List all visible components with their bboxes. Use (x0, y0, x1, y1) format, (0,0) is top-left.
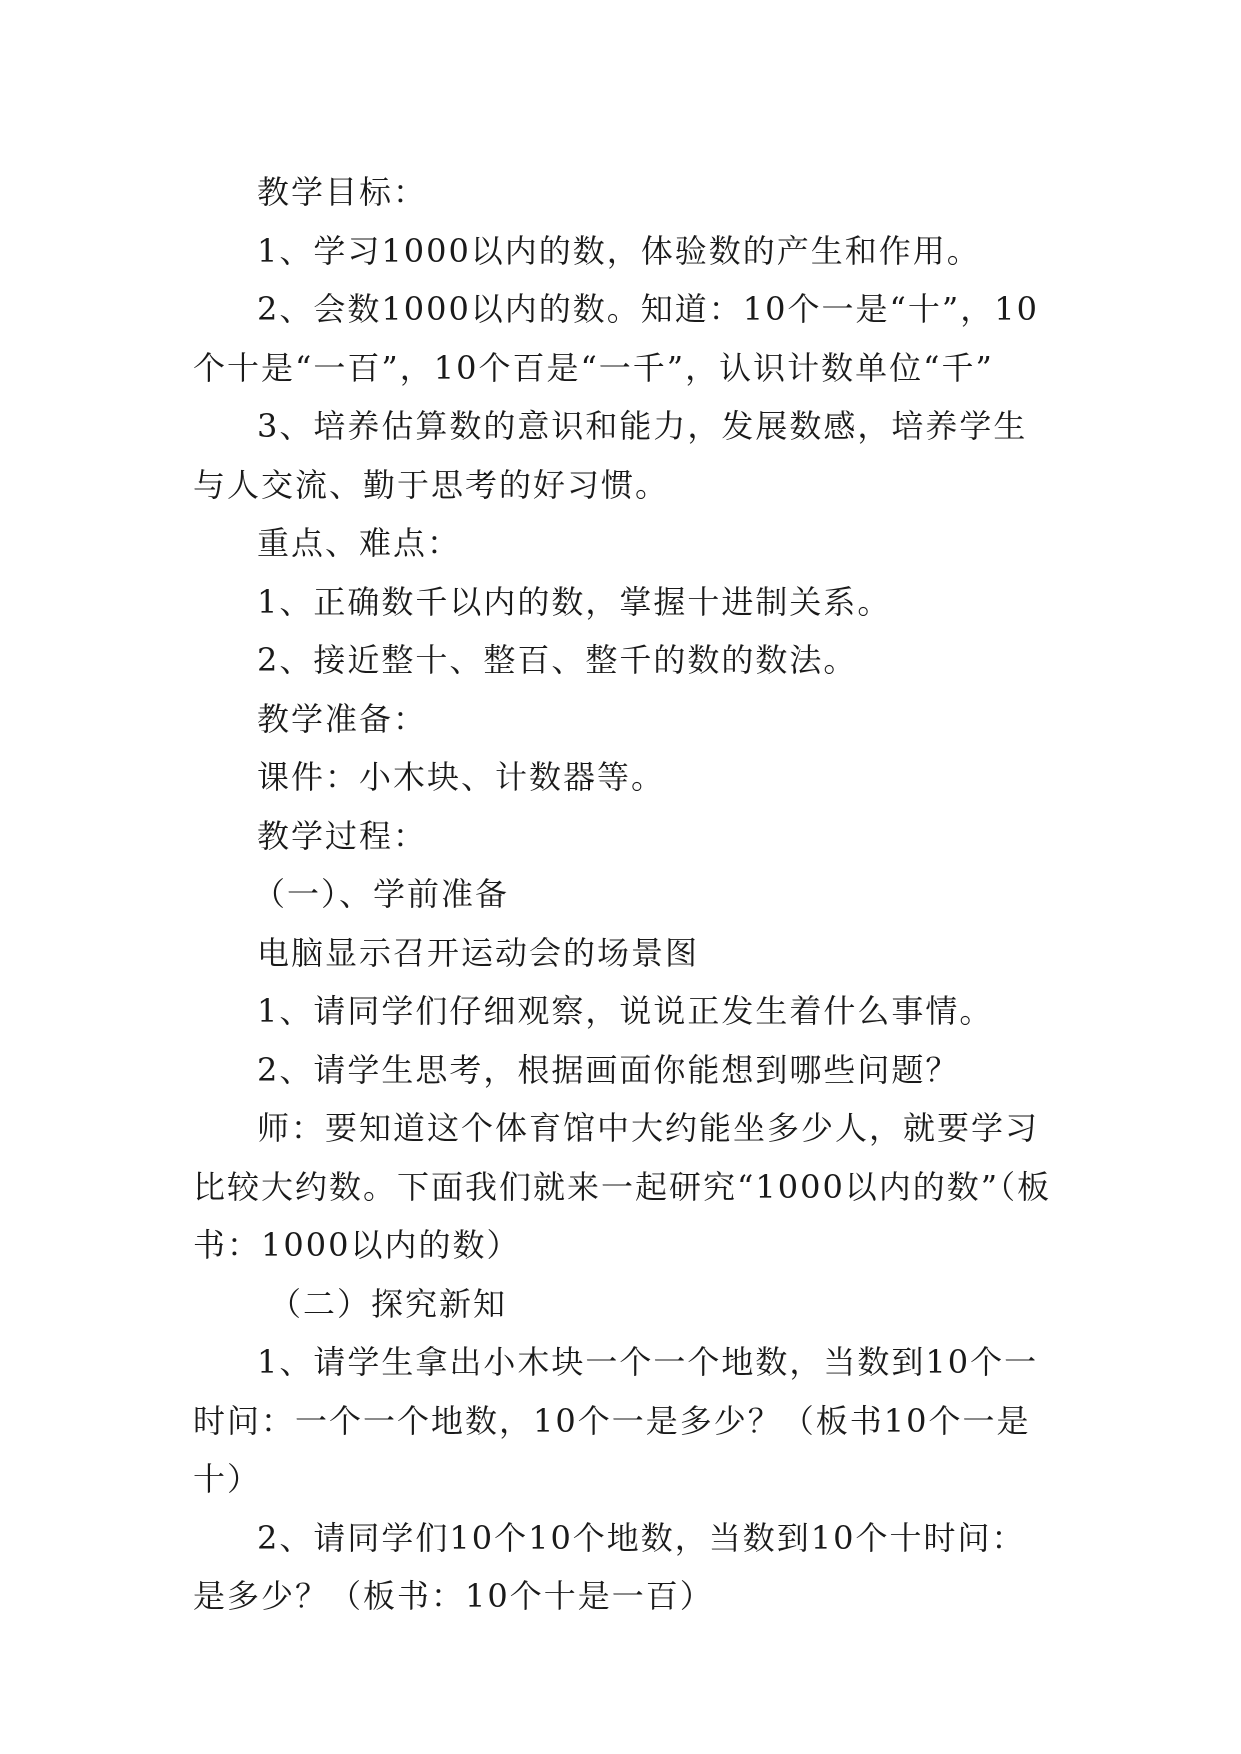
subsection-heading-1: （一）、学前准备 (253, 875, 510, 913)
key-point-item-2: 2、接近整十、整百、整千的数的数法。 (257, 641, 858, 679)
section-heading-objectives: 教学目标： (257, 173, 428, 211)
section-heading-preparation: 教学准备： (257, 699, 428, 738)
process-item-2: 2、请学生思考，根据画面你能想到哪些问题？ (257, 1050, 960, 1089)
objective-item-3: 3、培养估算数的意识和能力，发展数感，培养学生与人交流、勤于思考的好习惯。 (193, 407, 1028, 504)
preparation-item: 课件：小木块、计数器等。 (257, 758, 666, 796)
section-heading-process: 教学过程： (257, 816, 428, 855)
document-body (193, 163, 1053, 1626)
process-item-1: 1、请同学们仔细观察，说说正发生着什么事情。 (257, 992, 994, 1030)
objective-item-1: 1、学习1000以内的数，体验数的产生和作用。 (257, 231, 981, 270)
explore-item-1: 1、请学生拿出小木块一个一个地数，当数到10个一时问：一个一个地数，10个一是多少？（板书10个一是十） (193, 1343, 1039, 1498)
teacher-paragraph: 师：要知道这个体育馆中大约能坐多少人，就要学习比较大约数。下面我们就来一起研究“1000以内的数”（板书：1000以内的数） (193, 1109, 1052, 1264)
process-paragraph: 电脑显示召开运动会的场景图 (257, 933, 700, 972)
section-heading-key-points: 重点、难点： (257, 524, 462, 562)
key-point-item-1: 1、正确数千以内的数，掌握十进制关系。 (257, 582, 892, 621)
objective-item-2: 2、会数1000以内的数。知道：10个一是“十”，10个十是“一百”，10个百是“一千”，认识计数单位“千” (193, 290, 1039, 387)
subsection-heading-2: （二）探究新知 (269, 1284, 508, 1323)
explore-item-2: 2、请同学们10个10个地数，当数到10个十时问：是多少？（板书：10个十是一百） (193, 1518, 1026, 1615)
